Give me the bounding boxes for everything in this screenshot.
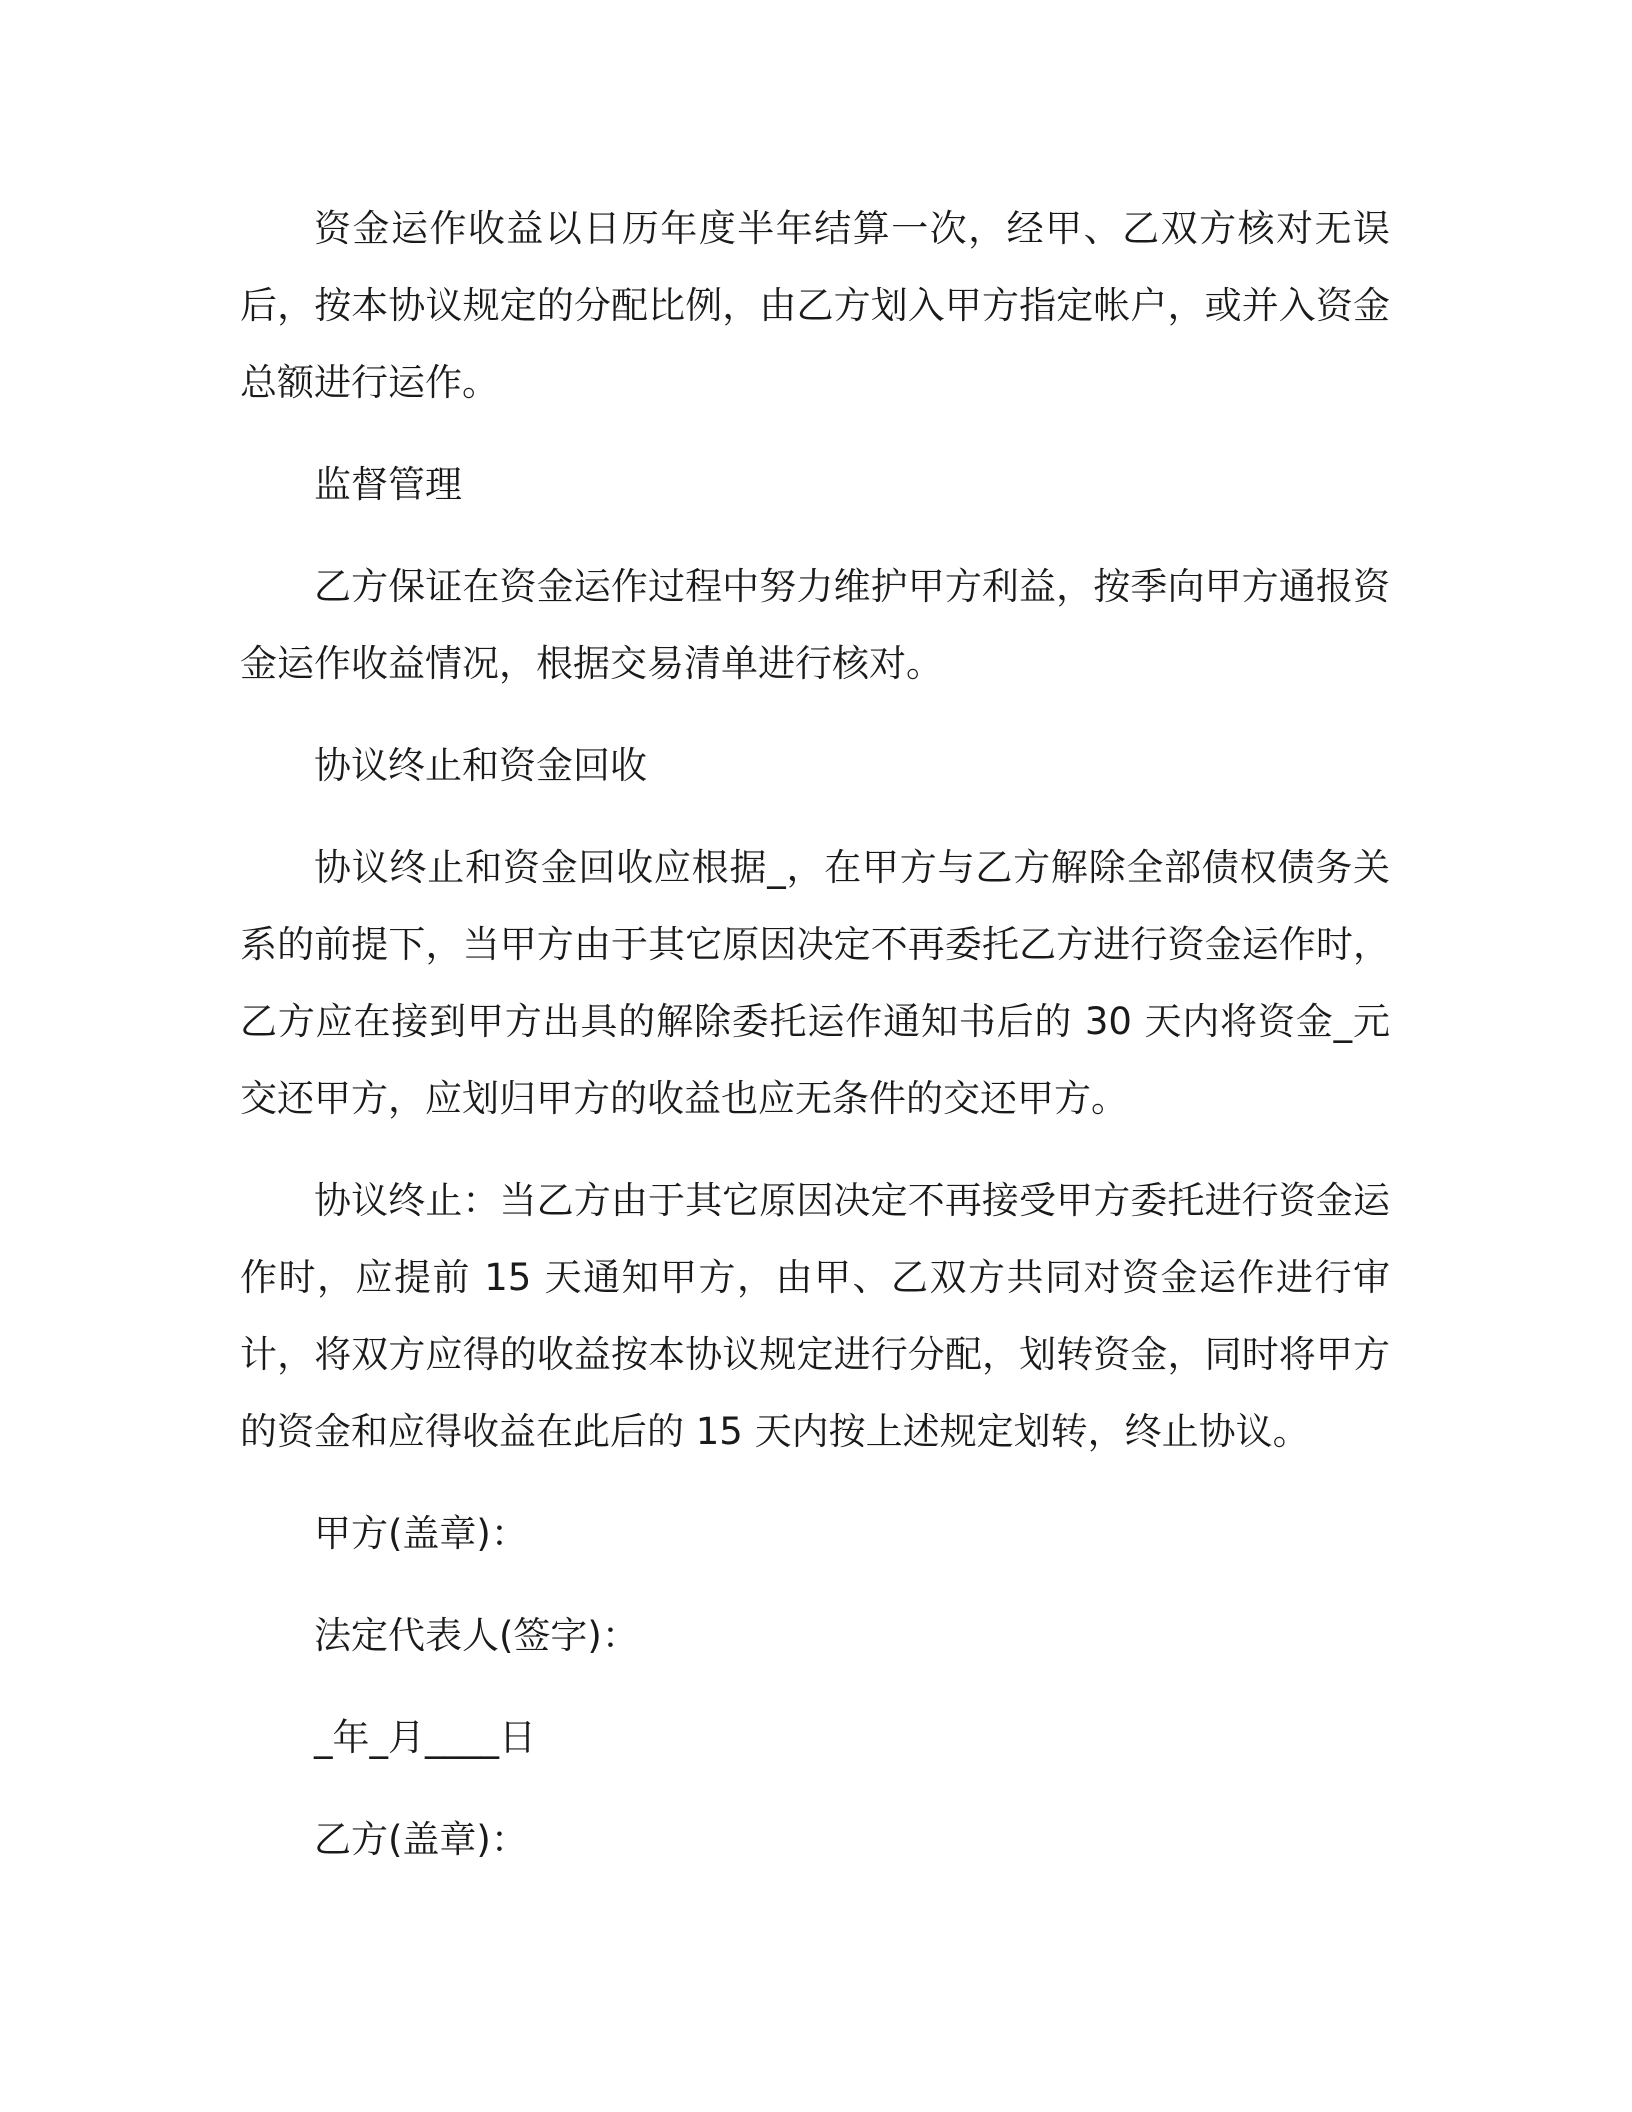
legal-representative-signature: 法定代表人(签字)： [314,1614,639,1657]
paragraph-termination: 协议终止：当乙方由于其它原因决定不再接受甲方委托进行资金运作时，应提前 15 天通知甲方，由甲、乙双方共同对资金运作进行审计，将双方应得的收益按本协议规定进行分配，划转资金，同时将甲方的资金和应得收益在此后的 15 天内按上述规定划转，终止协议。 [240,1179,1390,1453]
heading-termination: 协议终止和资金回收 [314,744,647,787]
heading-supervision: 监督管理 [314,463,462,506]
party-b-seal: 乙方(盖章)： [314,1818,528,1861]
paragraph-supervision: 乙方保证在资金运作过程中努力维护甲方利益，按季向甲方通报资金运作收益情况，根据交易清单进行核对。 [240,565,1390,685]
document-body [240,190,1390,1903]
paragraph-settlement: 资金运作收益以日历年度半年结算一次，经甲、乙双方核对无误后，按本协议规定的分配比例，由乙方划入甲方指定帐户，或并入资金总额进行运作。 [240,207,1390,404]
paragraph-termination-recovery: 协议终止和资金回收应根据_，在甲方与乙方解除全部债权债务关系的前提下，当甲方由于其它原因决定不再委托乙方进行资金运作时，乙方应在接到甲方出具的解除委托运作通知书后的 30 天内将资金_元交还甲方，应划归甲方的收益也应无条件的交还甲方。 [240,846,1390,1120]
party-a-seal: 甲方(盖章)： [314,1512,528,1555]
date-line: _年_月____日 [314,1716,536,1759]
